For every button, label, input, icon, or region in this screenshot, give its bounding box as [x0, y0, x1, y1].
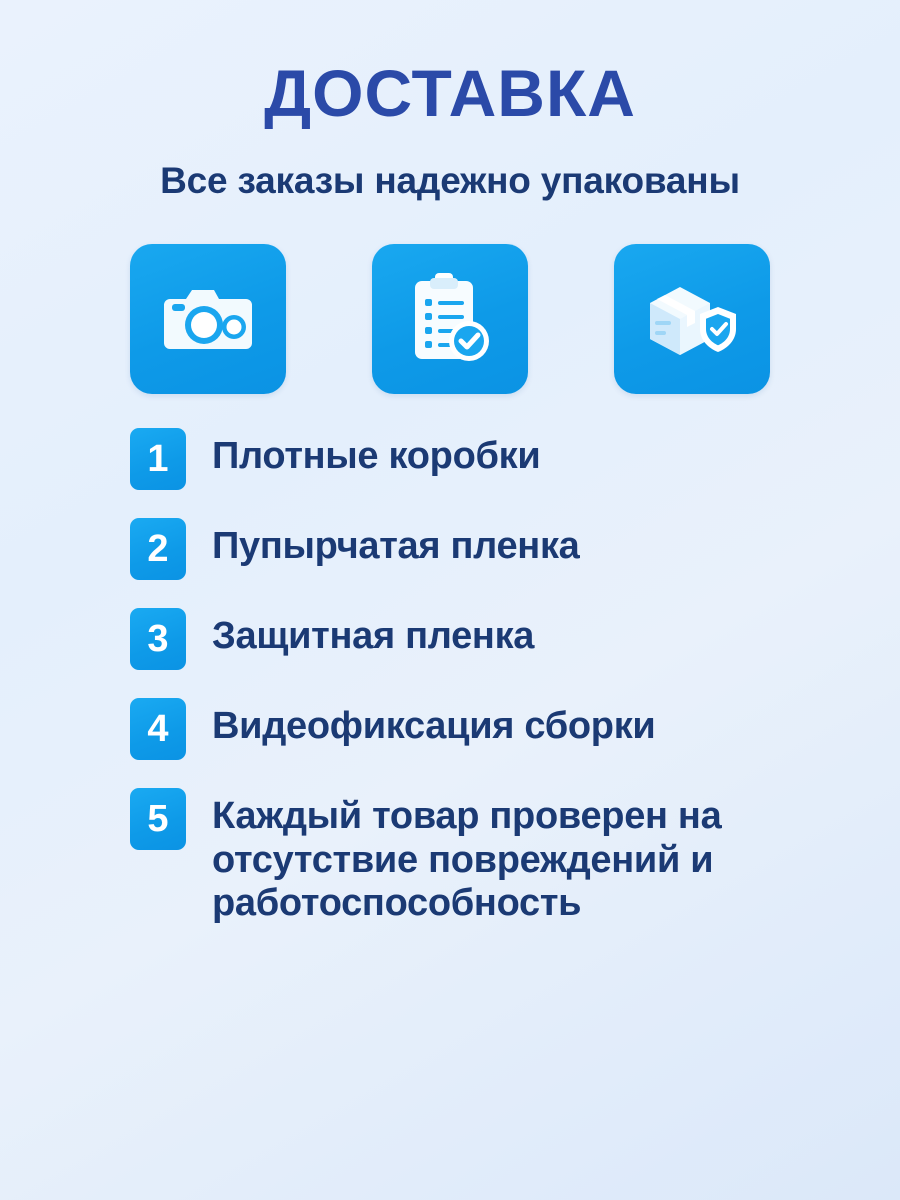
list-item: [130, 428, 830, 490]
clipboard-check-icon-tile: [372, 244, 528, 394]
list-item-label: Плотные коробки: [212, 435, 541, 477]
list-item-label: Пупырчатая пленка: [212, 525, 580, 567]
box-shield-icon: [644, 277, 740, 361]
camera-icon: [162, 281, 254, 357]
list-item-label: Защитная пленка: [212, 615, 535, 657]
list-item: [130, 698, 830, 760]
box-shield-icon-tile: [614, 244, 770, 394]
list-item: [130, 608, 830, 670]
list-item-number: 2: [130, 518, 186, 580]
list-item-label: Каждый товар проверен на отсутствие повреждений и работоспособность: [212, 795, 722, 925]
packaging-feature-list: [70, 428, 830, 954]
list-item-label: Видеофиксация сборки: [212, 705, 656, 747]
list-item-number: 5: [130, 788, 186, 850]
list-item-number: 1: [130, 428, 186, 490]
list-item-number: 3: [130, 608, 186, 670]
camera-icon-tile: [130, 244, 286, 394]
clipboard-check-icon: [409, 271, 491, 367]
page-subtitle: Все заказы надежно упакованы: [160, 160, 740, 201]
list-item: [130, 518, 830, 580]
list-item: [130, 788, 830, 926]
page-title: ДОСТАВКА: [264, 56, 636, 130]
list-item-number: 4: [130, 698, 186, 760]
icon-row: [130, 244, 770, 394]
